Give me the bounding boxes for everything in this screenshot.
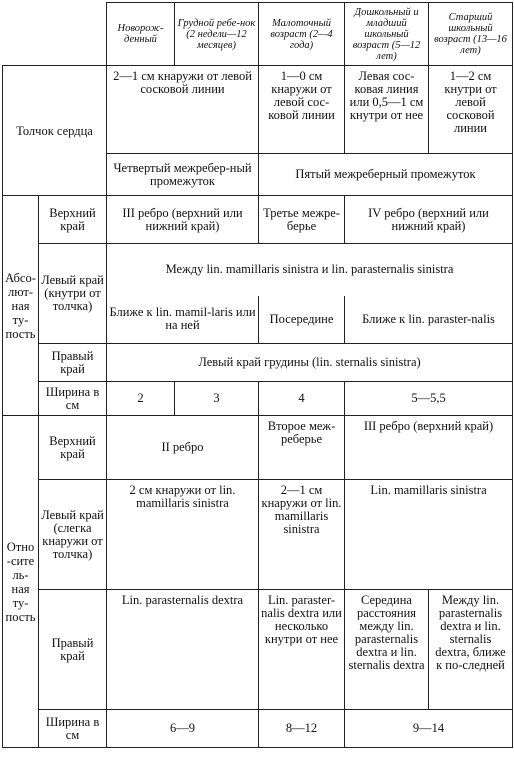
- relative-upper-toddler: Второе меж-реберье: [259, 416, 345, 480]
- header-infant: Грудной ребе-нок (2 недели—12 месяцев): [175, 3, 259, 66]
- absolute-label: Абсо-лют-ная ту-пость: [3, 196, 39, 416]
- relative-right-label: Правый край: [39, 590, 107, 710]
- header-senior: Старший школьный возраст (13—16 лет): [429, 3, 513, 66]
- absolute-width-rest: 5—5,5: [345, 382, 513, 416]
- apex-position-senior: 1—2 см кнутри от левой сосковой линии: [429, 66, 513, 154]
- absolute-width-toddler: 4: [259, 382, 345, 416]
- header-row: [3, 3, 513, 66]
- header-preschool: Дошкольный и младший школьный возраст (5—12 лет): [345, 3, 429, 66]
- header-newborn: Новорож-денный: [107, 3, 175, 66]
- absolute-left-toddler: Посередине: [259, 296, 345, 344]
- header-corner: [3, 3, 107, 66]
- relative-label: Отно-ситель-ная ту-пость: [3, 416, 39, 748]
- apex-position-toddler: 1—0 см кнаружи от левой сос-ковой линии: [259, 66, 345, 154]
- relative-upper-row: [3, 416, 513, 480]
- apex-row-1: [3, 66, 513, 154]
- apex-position-newborn-infant: 2—1 см кнаружи от левой сосковой линии: [107, 66, 259, 154]
- relative-width-row: [3, 710, 513, 748]
- relative-right-preschool: Середина расстояния между lin. parasternalis dextra и lin. sternalis dextra: [345, 590, 429, 710]
- absolute-left-label: Левый край (кнутри от толчка): [39, 244, 107, 344]
- absolute-left-between: Между lin. mamillaris sinistra и lin. parasternalis sinistra: [107, 244, 513, 296]
- relative-right-senior: Между lin. parasternalis dextra и lin. sternalis dextra, ближе к по-следней: [429, 590, 513, 710]
- relative-left-rest: Lin. mamillaris sinistra: [345, 480, 513, 590]
- relative-left-toddler: 2—1 см кнаружи от lin. mamillaris sinistra: [259, 480, 345, 590]
- relative-upper-label: Верхний край: [39, 416, 107, 480]
- absolute-right-label: Правый край: [39, 344, 107, 382]
- relative-left-newborn-infant: 2 см кнаружи от lin. mamillaris sinistra: [107, 480, 259, 590]
- apex-intercostal-rest: Пятый межреберный промежуток: [259, 154, 513, 196]
- relative-upper-newborn-infant: II ребро: [107, 416, 259, 480]
- apex-position-preschool: Левая сос-ковая линия или 0,5—1 см кнутри от нее: [345, 66, 429, 154]
- relative-width-toddler: 8—12: [259, 710, 345, 748]
- relative-left-label: Левый край (слегка кнаружи от толчка): [39, 480, 107, 590]
- absolute-upper-rest: IV ребро (верхний или нижний край): [345, 196, 513, 244]
- absolute-left-rest: Ближе к lin. paraster-nalis: [345, 296, 513, 344]
- apex-label: Толчок сердца: [3, 66, 107, 196]
- absolute-right-row: [3, 344, 513, 382]
- relative-left-row: [3, 480, 513, 590]
- relative-right-newborn-infant: Lin. parasternalis dextra: [107, 590, 259, 710]
- apex-intercostal-newborn-infant: Четвертый межребер-ный промежуток: [107, 154, 259, 196]
- absolute-left-row-1: [3, 244, 513, 296]
- relative-width-label: Ширина в см: [39, 710, 107, 748]
- header-toddler: Малоточный возраст (2—4 года): [259, 3, 345, 66]
- relative-width-newborn-infant: 6—9: [107, 710, 259, 748]
- absolute-width-newborn: 2: [107, 382, 175, 416]
- absolute-upper-label: Верхний край: [39, 196, 107, 244]
- heart-borders-table: [2, 2, 513, 748]
- absolute-upper-toddler: Третье межре-берье: [259, 196, 345, 244]
- absolute-width-infant: 3: [175, 382, 259, 416]
- absolute-upper-row: [3, 196, 513, 244]
- relative-right-toddler: Lin. paraster-nalis dextra или несколько кнутри от нее: [259, 590, 345, 710]
- absolute-width-row: [3, 382, 513, 416]
- relative-width-rest: 9—14: [345, 710, 513, 748]
- relative-right-row: [3, 590, 513, 710]
- absolute-left-newborn-infant: Ближе к lin. mamil-laris или на ней: [107, 296, 259, 344]
- absolute-upper-newborn-infant: III ребро (верхний или нижний край): [107, 196, 259, 244]
- relative-upper-rest: III ребро (верхний край): [345, 416, 513, 480]
- absolute-width-label: Ширина в см: [39, 382, 107, 416]
- absolute-right-all: Левый край грудины (lin. sternalis sinistra): [107, 344, 513, 382]
